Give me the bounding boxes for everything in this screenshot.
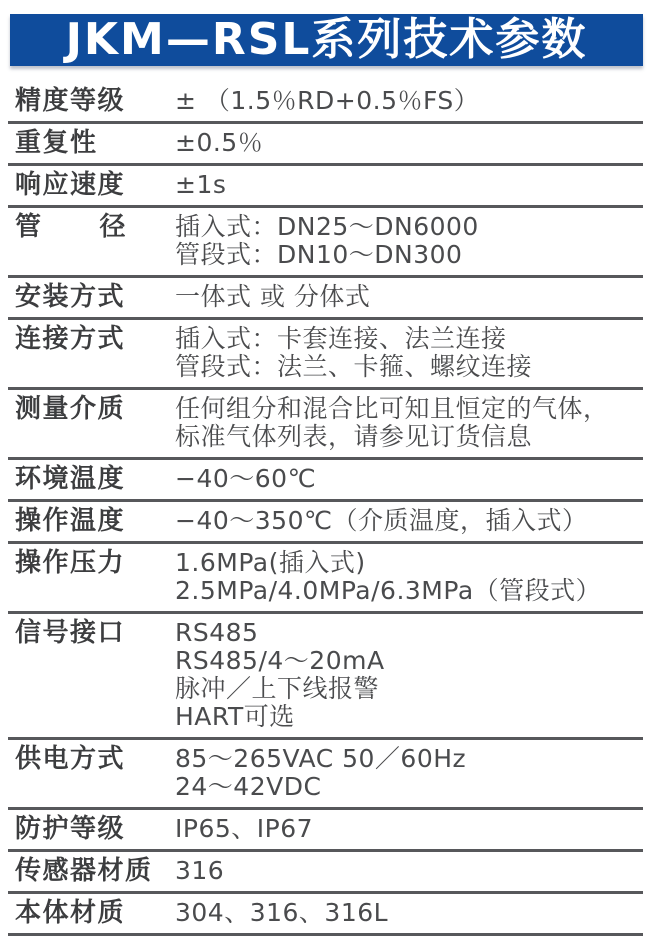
spec-value-line: ±1s [175, 170, 227, 199]
title-banner [10, 14, 643, 66]
spec-value-line: 脉冲／上下线报警 [175, 674, 380, 703]
spec-label: 供电方式 [15, 744, 126, 774]
spec-values [175, 283, 643, 311]
spec-value-line: 任何组分和混合比可知且恒定的气体， [175, 394, 609, 423]
spec-row-signal-interface [8, 614, 643, 740]
spec-value-line: 304、316、316L [175, 898, 389, 927]
spec-label: 本体材质 [15, 898, 126, 928]
spec-row-installation [8, 278, 643, 320]
spec-value-line: 标准气体列表，请参见订货信息 [175, 422, 533, 451]
spec-label: 环境温度 [15, 464, 126, 494]
spec-row-sensor-material [8, 852, 643, 894]
spec-row-ambient-temp [8, 460, 643, 502]
spec-label: 管 径 [15, 212, 127, 242]
spec-values [175, 213, 643, 269]
spec-label: 传感器材质 [15, 856, 153, 886]
spec-table [8, 74, 643, 936]
spec-row-protection-rating [8, 810, 643, 852]
spec-value-line: 316 [175, 856, 225, 885]
spec-row-pipe-diameter [8, 208, 643, 278]
spec-values [175, 395, 643, 451]
spec-row-response-speed [8, 166, 643, 208]
spec-value-line: −40～60℃ [175, 464, 317, 493]
page-title: JKM—RSL系列技术参数 [65, 14, 588, 65]
spec-row-repeatability [8, 124, 643, 166]
spec-values [175, 129, 643, 157]
spec-value-line: 2.5MPa/4.0MPa/6.3MPa（管段式） [175, 576, 602, 605]
spec-values [175, 815, 643, 843]
spec-row-accuracy [8, 74, 643, 124]
spec-label: 重复性 [15, 128, 98, 158]
spec-value-line: 管段式：法兰、卡箍、螺纹连接 [175, 352, 533, 381]
spec-values [175, 549, 643, 605]
spec-row-connection [8, 320, 643, 390]
spec-value-line: 插入式：卡套连接、法兰连接 [175, 324, 507, 353]
spec-value-line: RS485 [175, 618, 259, 647]
spec-value-line: 24～42VDC [175, 772, 322, 801]
spec-values [175, 619, 643, 731]
spec-values [175, 325, 643, 381]
spec-label: 响应速度 [15, 170, 126, 200]
spec-value-line: RS485/4～20mA [175, 646, 385, 675]
spec-value-line: ± （1.5％RD+0.5％FS） [175, 86, 480, 115]
spec-row-power-supply [8, 740, 643, 810]
spec-row-medium [8, 390, 643, 460]
spec-label: 精度等级 [15, 86, 126, 116]
spec-label: 安装方式 [15, 282, 126, 312]
spec-row-operating-temp [8, 502, 643, 544]
spec-row-body-material [8, 894, 643, 936]
spec-values [175, 507, 643, 535]
spec-values [175, 899, 643, 927]
spec-label: 操作温度 [15, 506, 126, 536]
spec-label: 防护等级 [15, 814, 126, 844]
spec-label: 连接方式 [15, 324, 126, 354]
spec-values [175, 745, 643, 801]
spec-value-line: HART可选 [175, 702, 295, 731]
spec-row-operating-pressure [8, 544, 643, 614]
spec-value-line: IP65、IP67 [175, 814, 314, 843]
spec-label: 信号接口 [15, 618, 126, 648]
spec-value-line: 一体式 或 分体式 [175, 282, 371, 311]
spec-values [175, 171, 643, 199]
spec-values [175, 465, 643, 493]
spec-value-line: 1.6MPa(插入式) [175, 548, 366, 577]
spec-label: 测量介质 [15, 394, 126, 424]
spec-label: 操作压力 [15, 548, 126, 578]
spec-value-line: 管段式：DN10～DN300 [175, 240, 463, 269]
spec-values [175, 857, 643, 885]
spec-value-line: 85～265VAC 50／60Hz [175, 744, 467, 773]
spec-value-line: 插入式：DN25～DN6000 [175, 212, 479, 241]
spec-values [175, 87, 643, 115]
spec-value-line: −40～350℃（介质温度，插入式） [175, 506, 588, 535]
spec-value-line: ±0.5％ [175, 128, 264, 157]
